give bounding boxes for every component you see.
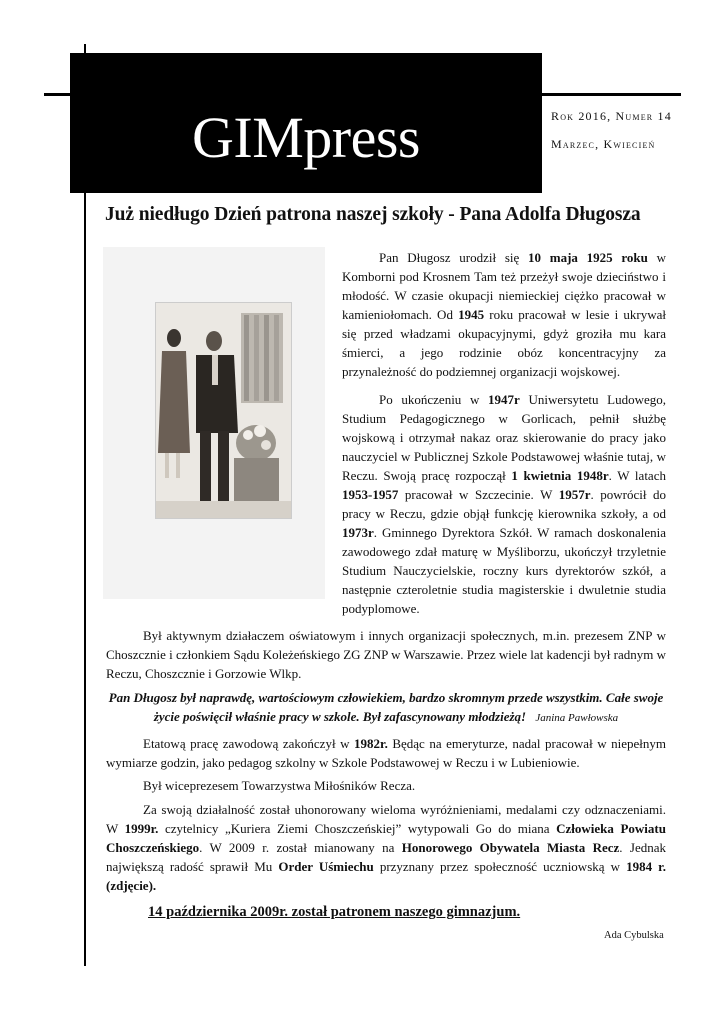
emphasis: Honorowego Obywatela Miasta Recz <box>401 840 620 855</box>
emphasis: 1953-1957 <box>342 487 399 502</box>
issue-number: Rok 2016, Numer 14 <box>551 109 672 123</box>
emphasis: 1957r <box>558 487 591 502</box>
emphasis: 1947r <box>488 392 520 407</box>
emphasis: Order Uśmiechu <box>278 859 374 874</box>
emphasis: 1982r. <box>354 736 388 751</box>
text-run: roku pracował w lesie i ukrywał się przed władzami okupacyjnymi, gdyż groziła mu kara śmierci, a jego rodzinie obóz koncentracyjny za przynależność do podziemnej organizacji wojskowej. <box>342 307 666 379</box>
paragraph-activity-text <box>106 626 666 683</box>
byline: Ada Cybulska <box>604 930 664 941</box>
emphasis: 1984 r. (zdjęcie). <box>106 859 666 893</box>
emphasis: 10 maja 1925 roku <box>528 250 648 265</box>
quote <box>106 688 666 728</box>
text-run: Był aktywnym działaczem oświatowym i innych organizacji społecznych, m.in. prezesem ZNP w Choszcznie i członkiem Sądu Koleżeńskiego ZG ZNP w Warszawie. Przez wiele lat kadencji był radnym w Reczu, Choszcznie i Gorzowie Wlkp. <box>106 628 666 681</box>
paragraph-career <box>342 390 666 618</box>
paragraph-birth-text <box>342 248 666 381</box>
text-run: Za swoją działalność został uhonorowany wieloma wyróżnieniami, medalami czy odznaczeniami. W <box>106 802 666 836</box>
horizontal-rule <box>44 93 681 96</box>
quote-author: Janina Pawłowska <box>535 712 619 724</box>
masthead-title: GIMpress <box>192 105 420 170</box>
paragraph-society <box>106 776 666 795</box>
text-run: . W 2009 r. został mianowany na <box>199 840 402 855</box>
text-run: Był wiceprezesem Towarzystwa Miłośników Recza. <box>143 778 416 793</box>
emphasis: Człowieka Powiatu Choszczeńskiego <box>106 821 666 855</box>
text-run: Pan Długosz urodził się <box>379 250 529 265</box>
quote-text: Pan Długosz był naprawdę, wartościowym człowiekiem, bardzo skromnym przede wszystkim. Całe swoje życie poświęcił właśnie pracy w szkole. Był zafascynowany młodzieżą! <box>108 690 664 724</box>
paragraph-awards <box>106 800 666 895</box>
text-run: Etatową pracę zawodową zakończył w <box>143 736 354 751</box>
text-run: przyznany przez społeczność uczniowską w <box>373 859 627 874</box>
photo-icon <box>156 303 291 518</box>
text-run: Będąc na emeryturze, nadal pracował w niepełnym wymiarze godzin, jako pedagog szkolny w Szkole Podstawowej w Reczu i w Lubieniowie. <box>106 736 666 770</box>
emphasis: 1999r. <box>124 821 159 836</box>
text-run: . W latach <box>608 468 666 483</box>
patron-photo <box>155 302 292 519</box>
article-headline: Już niedługo Dzień patrona naszej szkoły - Pana Adolfa Długosza <box>105 204 641 225</box>
paragraph-retirement <box>106 734 666 772</box>
text-run: . powrócił do pracy w Reczu, gdzie objął funkcję kierownika szkoły, a od <box>342 487 667 521</box>
text-run: w Komborni pod Krosnem Tam też przeżył swoje dzieciństwo i młodość. W czasie okupacji niemieckiej ciężko pracował w kamieniołomach. Od <box>342 250 667 322</box>
text-run: pracował w Szczecinie. W <box>398 487 559 502</box>
paragraph-career-text <box>342 390 666 618</box>
text-run: czytelnicy „Kuriera Ziemi Choszczeńskiej” wytypowali Go do miana <box>158 821 557 836</box>
closing-statement: 14 października 2009r. został patronem naszego gimnazjum. <box>148 904 521 920</box>
paragraph-birth <box>342 248 666 381</box>
text-run: . Jednak największą radość sprawił Mu <box>106 840 666 874</box>
paragraph-retirement-text <box>106 734 666 772</box>
masthead <box>70 53 542 193</box>
text-run: Uniwersytetu Ludowego, Studium Pedagogicznego w Gorlicach, pełnił służbę wojskową i otrzymał nakaz oraz skierowanie do pracy jako nauczyciel w Publicznej Szkole Podstawowej właśnie tutaj, w Reczu. Swoją pracę rozpoczął <box>342 392 666 483</box>
text-run: . Gminnego Dyrektora Szkół. W ramach doskonalenia zawodowego zdał maturę w Myśliborzu, ukończył trzyletnie Studium Nauczycielskie, roczny kurs dyrektorów szkół, a następnie czteroletnie studia magisterskie i dwuletnie studia podyplomowe. <box>342 525 666 616</box>
paragraph-society-text <box>106 776 666 795</box>
issue-date: Marzec, Kwiecień <box>551 137 656 151</box>
emphasis: 1945 <box>458 307 485 322</box>
paragraph-awards-text <box>106 800 666 895</box>
emphasis: 1973r <box>342 525 374 540</box>
emphasis: 1 kwietnia 1948r <box>511 468 609 483</box>
paragraph-activity <box>106 626 666 683</box>
text-run: Po ukończeniu w <box>379 392 489 407</box>
